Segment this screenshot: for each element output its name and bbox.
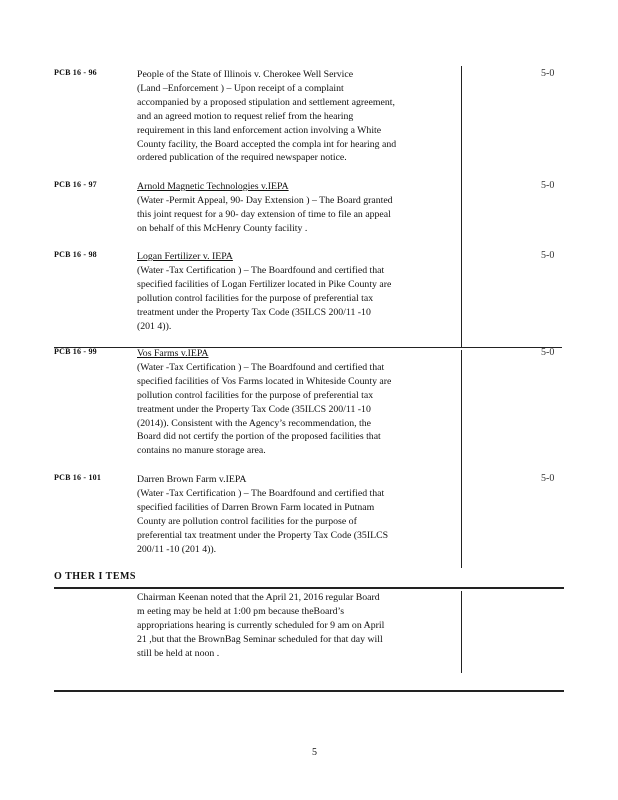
page-number: 5 xyxy=(312,747,317,758)
case-number: PCB 16 - 99 xyxy=(54,347,97,356)
description-line: on behalf of this McHenry County facility . xyxy=(137,222,308,234)
entry-description xyxy=(137,250,453,333)
vote-tally: 5-0 xyxy=(541,473,555,484)
entry-description xyxy=(137,68,453,165)
description-line: 200/11 -10 (201 4)). xyxy=(137,543,217,555)
entry-description xyxy=(137,180,453,236)
description-line: pollution control facilities for the purpose of preferential tax xyxy=(137,389,374,401)
description-line: appropriations hearing is currently scheduled for 9 am on April xyxy=(137,619,385,631)
description-line: specified facilities of Darren Brown Farm located in Putnam xyxy=(137,501,375,513)
description-line: Chairman Keenan noted that the April 21, 2016 regular Board xyxy=(137,592,380,603)
section-heading-other-items: O THER I TEMS xyxy=(54,571,136,582)
description-line: County are pollution control facilities for the purpose of xyxy=(137,515,357,527)
description-line: pollution control facilities for the purpose of preferential tax xyxy=(137,292,374,304)
description-line: specified facilities of Vos Farms located in Whiteside County are xyxy=(137,375,392,387)
column-rule-middle xyxy=(461,350,462,568)
description-line: contains no manure storage area. xyxy=(137,445,266,457)
description-line: treatment under the Property Tax Code (35ILCS 200/11 -10 xyxy=(137,403,371,415)
description-line: m eeting may be held at 1:00 pm because theBoard’s xyxy=(137,605,345,617)
description-line: (Water -Tax Certification ) – The Boardfound and certified that xyxy=(137,361,385,373)
other-item-description xyxy=(137,591,453,661)
description-line: Board did not certify the portion of the proposed facilities that xyxy=(137,431,381,443)
case-number: PCB 16 - 97 xyxy=(54,180,97,189)
description-line: ordered publication of the required newspaper notice. xyxy=(137,152,347,164)
vote-tally: 5-0 xyxy=(541,347,555,358)
description-line: preferential tax treatment under the Property Tax Code (35ILCS xyxy=(137,529,389,541)
case-title: Darren Brown Farm v.IEPA xyxy=(137,474,247,485)
description-line: (Water -Permit Appeal, 90- Day Extension ) – The Board granted xyxy=(137,194,393,206)
description-line: accompanied by a proposed stipulation and settlement agreement, xyxy=(137,96,395,108)
column-rule-bottom xyxy=(461,591,462,673)
case-title: Vos Farms v.IEPA xyxy=(137,348,209,359)
vote-tally: 5-0 xyxy=(541,180,555,191)
case-title: Logan Fertilizer v. IEPA xyxy=(137,251,233,262)
description-line: 21 ,but that the BrownBag Seminar scheduled for that day will xyxy=(137,633,383,645)
column-rule-top xyxy=(461,66,462,347)
description-line: (Water -Tax Certification ) – The Boardfound and certified that xyxy=(137,487,385,499)
description-line: (2014)). Consistent with the Agency’s recommendation, the xyxy=(137,417,371,429)
vote-tally: 5-0 xyxy=(541,68,555,79)
description-line: this joint request for a 90- day extension of time to file an appeal xyxy=(137,208,391,220)
entry-description xyxy=(137,347,453,458)
description-line: treatment under the Property Tax Code (35ILCS 200/11 -10 xyxy=(137,306,371,318)
entry-description xyxy=(137,473,453,556)
description-line: requirement in this land enforcement action involving a White xyxy=(137,124,382,136)
section-rule-top xyxy=(54,587,564,589)
case-title: People of the State of Illinois v. Cherokee Well Service xyxy=(137,69,354,80)
description-line: County facility, the Board accepted the compla int for hearing and xyxy=(137,138,397,150)
section-rule-bottom xyxy=(54,690,564,692)
case-title: Arnold Magnetic Technologies v.IEPA xyxy=(137,181,289,192)
description-line: (201 4)). xyxy=(137,320,172,332)
description-line: (Water -Tax Certification ) – The Boardfound and certified that xyxy=(137,264,385,276)
description-line: (Land –Enforcement ) – Upon receipt of a complaint xyxy=(137,82,344,94)
case-number: PCB 16 - 101 xyxy=(54,473,102,482)
description-line: specified facilities of Logan Fertilizer located in Pike County are xyxy=(137,278,392,290)
description-line: and an agreed motion to request relief from the hearing xyxy=(137,110,354,122)
case-number: PCB 16 - 96 xyxy=(54,68,97,77)
case-number: PCB 16 - 98 xyxy=(54,250,97,259)
description-line: still be held at noon . xyxy=(137,647,220,659)
vote-tally: 5-0 xyxy=(541,250,555,261)
